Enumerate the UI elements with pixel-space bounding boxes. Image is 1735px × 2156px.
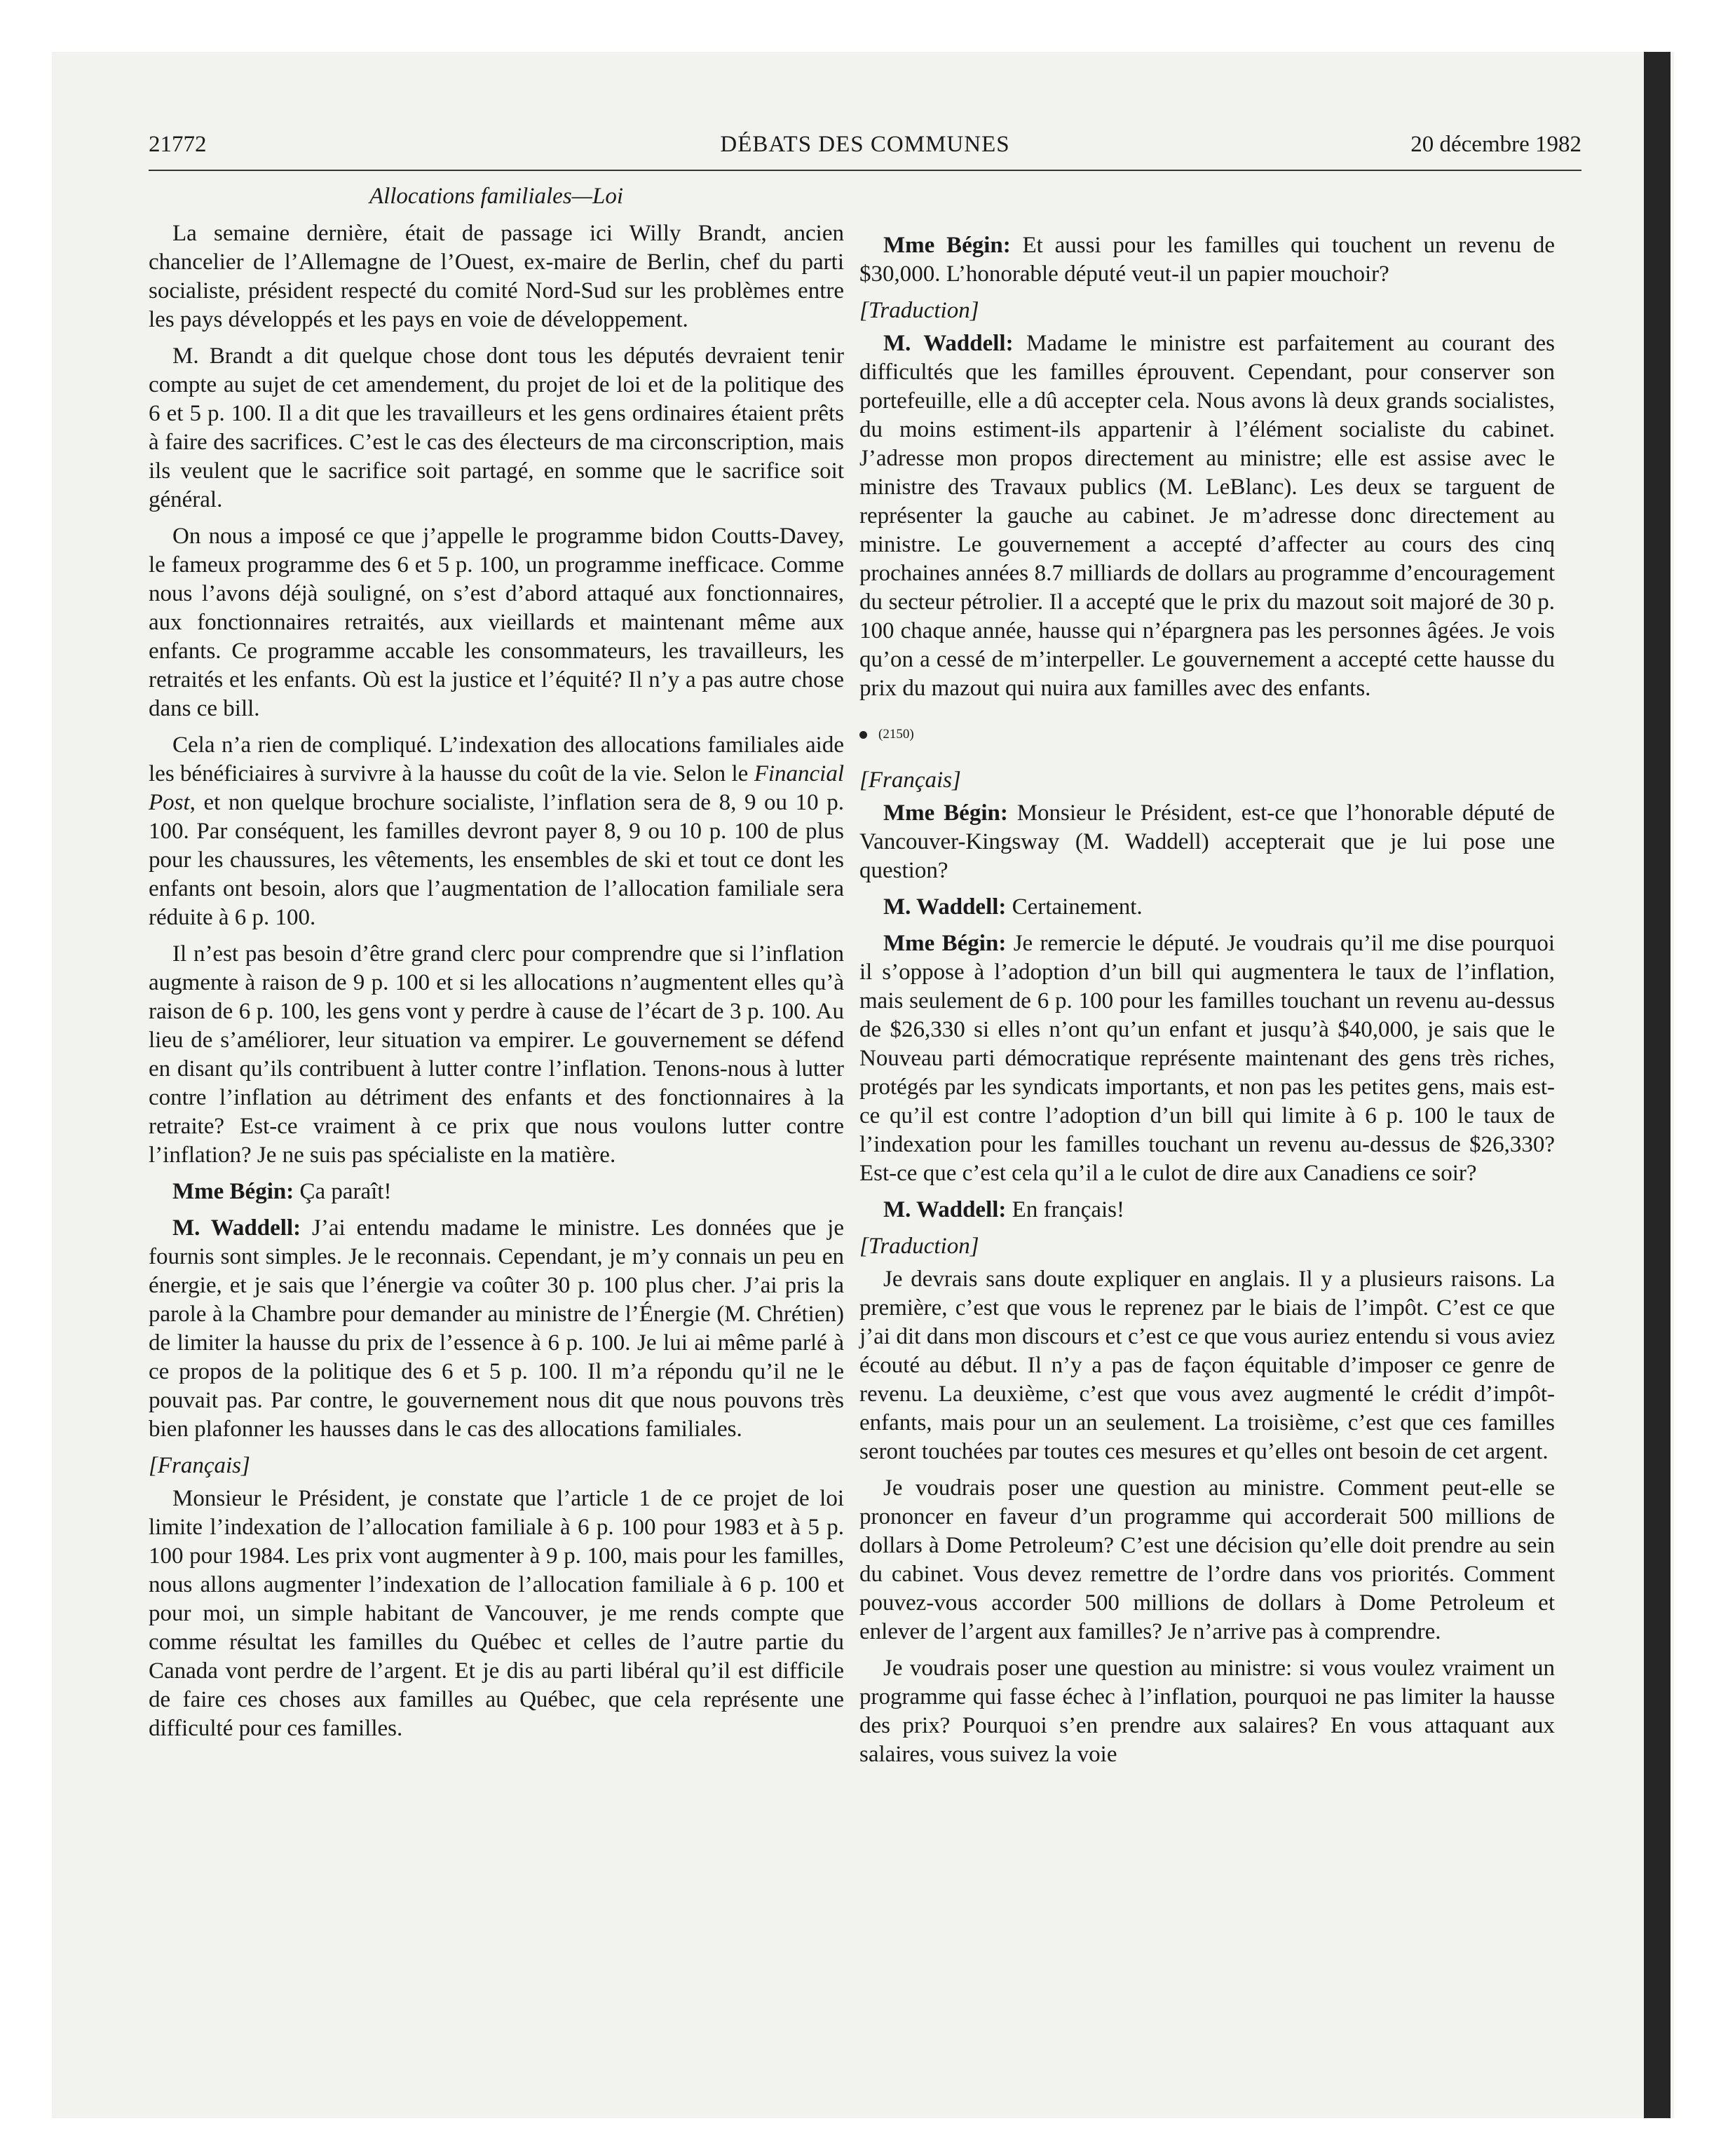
speaker-name: M. Waddell: [883, 1197, 1007, 1222]
speech [149, 1178, 844, 1206]
scan-edge-bar [1644, 52, 1671, 2118]
speech [859, 799, 1555, 885]
left-column [149, 219, 844, 1751]
speaker-name: M. Waddell: [883, 331, 1014, 356]
paragraph: Je devrais sans doute expliquer en anglais. Il y a plusieurs raisons. La première, c’est que vous le reprenez par le biais de l’impôt. C’est ce que j’ai dit dans mon discours et c’est ce que vous auriez entendu si vous aviez écouté au début. Il n’y a pas de façon équitable d’imposer ce genre de revenu. La deuxième, c’est que vous avez augmenté le crédit d’impôt-enfants, mais pour un an seulement. La troisième, c’est que ces familles seront touchées par toutes ces mesures et qu’elles ont besoin de cet argent. [859, 1267, 1555, 1464]
language-tag: [Traduction] [859, 1234, 979, 1259]
time-marker [859, 724, 1555, 745]
speaker-name: Mme Bégin: [172, 1179, 294, 1204]
speech-text: En français! [1006, 1197, 1124, 1222]
journal-title: DÉBATS DES COMMUNES [720, 132, 1010, 157]
speaker-name: Mme Bégin: [883, 233, 1011, 258]
paragraph: On nous a imposé ce que j’appelle le programme bidon Coutts-Davey, le fameux programme des 6 et 5 p. 100, un programme inefficace. Comme nous l’avons déjà souligné, on s’est d’abord attaqué aux fonctionnaires, aux fonctionnaires retraités, aux vieillards et maintenant même aux enfants. Ce programme accable les consommateurs, les travailleurs, les retraités et les enfants. Où est la justice et l’équité? Il n’y a pas autre chose dans ce bill. [149, 524, 844, 721]
page-number: 21772 [149, 132, 207, 157]
speech-text: Je remercie le député. Je voudrais qu’il me dise pourquoi il s’oppose à l’adoption d’un bill qui augmentera le taux de l’inflation, mais seulement de 6 p. 100 pour les familles touchant un revenu au-dessus de $26,330 si elles n’ont qu’un enfant et jusqu’à $40,000, je sais que le Nouveau parti démocratique représente maintenant des gens très riches, protégés par les syndicats importants, et non pas les petites gens, mais est-ce qu’il est contre l’adoption d’un bill qui limite à 6 p. 100 le taux de l’indexation pour les familles touchant un revenu au-dessus de $26,330? Est-ce que c’est cela qu’il a le culot de dire aux Canadiens ce soir? [859, 931, 1556, 1186]
paragraph: Je voudrais poser une question au ministre. Comment peut-elle se prononcer en faveur d’un programme qui accorderait 500 millions de dollars à Dome Petroleum? C’est une décision qu’elle doit prendre au sein du cabinet. Vous devez remettre de l’ordre dans vos priorités. Comment pouvez-vous accorder 500 millions de dollars à Dome Petroleum et enlever de l’argent aux familles? Je n’arrive pas à comprendre. [859, 1475, 1555, 1644]
paragraph: Je voudrais poser une question au ministre: si vous voulez vraiment un programme qui fasse échec à l’inflation, pourquoi ne pas limiter la hausse des prix? Pourquoi s’en prendre aux salaires? En vous attaquant aux salaires, vous suivez la voie [859, 1656, 1555, 1767]
language-tag: [Traduction] [859, 298, 979, 323]
speech [859, 231, 1555, 289]
paragraph: Monsieur le Président, je constate que l’article 1 de ce projet de loi limite l’indexation de l’allocation familiale à 6 p. 100 pour 1983 et à 5 p. 100 pour 1984. Les prix vont augmenter à 9 p. 100, mais pour les familles, nous allons augmenter l’indexation de l’allocation familiale à 6 p. 100 et pour moi, un simple habitant de Vancouver, je me rends compte que comme résultat les familles du Québec et celles de l’autre partie du Canada vont perdre de l’argent. Et je dis au parti libéral qu’il est difficile de faire ces choses aux familles au Québec, que cela représente une difficulté pour ces familles. [149, 1486, 844, 1741]
paragraph: La semaine dernière, était de passage ici Willy Brandt, ancien chancelier de l’Allemagne de l’Ouest, ex-maire de Berlin, chef du parti socialiste, président respecté du comité Nord-Sud sur les problèmes entre les pays développés et les pays en voie de développement. [149, 221, 844, 332]
paragraph-text: Cela n’a rien de compliqué. L’indexation des allocations familiales aide les bénéficiaires à survivre à la hausse du coût de la vie. Selon le [149, 732, 844, 786]
paragraph-text: , et non quelque brochure socialiste, l’inflation sera de 8, 9 ou 10 p. 100. Par conséquent, les familles devront payer 8, 9 ou 10 p. 100 de plus pour les chaussures, les vêtements, les ensembles de ski et tout ce dont les enfants ont besoin, alors que l’augmentation de l’allocation familiale sera réduite à 6 p. 100. [149, 790, 844, 930]
speaker-name: M. Waddell: [883, 894, 1007, 920]
speaker-name: M. Waddell: [172, 1215, 301, 1241]
speech [859, 1196, 1555, 1224]
speech [859, 929, 1555, 1188]
speech [149, 1214, 844, 1444]
speech-text: Et aussi pour les familles qui touchent un revenu de $30,000. L’honorable député veut-il un papier mouchoir? [859, 233, 1555, 287]
language-tag: [Français] [859, 767, 961, 793]
speaker-name: Mme Bégin: [883, 931, 1007, 956]
right-column [859, 231, 1555, 1777]
speech-text: J’ai entendu madame le ministre. Les données que je fournis sont simples. Je le reconnais. Cependant, je m’y connais un peu en énergie, et je sais que l’énergie va coûter 30 p. 100 plus cher. J’ai pris la parole à la Chambre pour demander au ministre de l’Énergie (M. Chrétien) de limiter la hausse du prix de l’essence à 6 p. 100. Je lui ai même parlé à ce propos de la politique des 6 et 5 p. 100. Il m’a répondu qu’il ne le pouvait pas. Par contre, le gouvernement nous dit que nous pouvons très bien plafonner les hausses dans le cas des allocations familiales. [149, 1215, 844, 1442]
running-title: Allocations familiales—Loi [369, 184, 624, 209]
speech-text: Certainement. [1006, 894, 1143, 920]
language-tag: [Français] [149, 1453, 250, 1478]
issue-date: 20 décembre 1982 [1410, 132, 1581, 157]
speaker-name: Mme Bégin: [883, 800, 1008, 826]
speech-text: Ça paraît! [294, 1179, 392, 1204]
publication-title: Financial Post [149, 761, 844, 815]
time-marker-text: (2150) [878, 727, 914, 742]
speech [859, 893, 1555, 922]
speech-text: Madame le ministre est parfaitement au courant des difficultés que les familles éprouvent. Cependant, pour conserver son portefeuille, elle a dû accepter cela. Nous avons là deux grands socialistes, du moins estiment-ils appartenir à l’élément socialiste du cabinet. J’adresse mon propos directement au ministre; elle est assise avec le ministre des Travaux publics (M. LeBlanc). Les deux se targuent de représenter la gauche au cabinet. Je m’adresse donc directement au ministre. Le gouvernement a accepté d’affecter au cours des cinq prochaines années 8.7 milliards de dollars au programme d’encouragement du secteur pétrolier. Il a accepté que le prix du mazout soit majoré de 30 p. 100 chaque année, hausse qui n’épargnera pas les personnes âgées. Je vois qu’on a cessé de m’interpeller. Le gouvernement a accepté cette hausse du prix du mazout qui nuira aux familles avec des enfants. [859, 331, 1556, 701]
page-header [149, 128, 1581, 171]
speech [859, 329, 1555, 703]
bullet-icon [859, 731, 867, 739]
paragraph: Il n’est pas besoin d’être grand clerc pour comprendre que si l’inflation augmente à raison de 9 p. 100 et si les allocations n’augmentent elles qu’à raison de 6 p. 100, les gens vont y perdre à cause de l’écart de 3 p. 100. Au lieu de s’améliorer, leur situation va empirer. Le gouvernement se défend en disant qu’ils contribuent à lutter contre l’inflation. Tenons-nous à lutter contre l’inflation au détriment des enfants et des fonctionnaires à la retraite? Est-ce vraiment à ce prix que nous voulons lutter contre l’inflation? Je ne suis pas spécialiste en la matière. [149, 941, 844, 1168]
paragraph: M. Brandt a dit quelque chose dont tous les députés devraient tenir compte au sujet de cet amendement, du projet de loi et de la politique des 6 et 5 p. 100. Il a dit que les travailleurs et les gens ordinaires étaient prêts à faire des sacrifices. C’est le cas des électeurs de ma circonscription, mais ils veulent que le sacrifice soit partagé, en somme que le sacrifice soit général. [149, 343, 844, 512]
speech-text: Monsieur le Président, est-ce que l’honorable député de Vancouver-Kingsway (M. Waddell) accepterait que je lui pose une question? [859, 800, 1555, 883]
paragraph [149, 731, 844, 932]
